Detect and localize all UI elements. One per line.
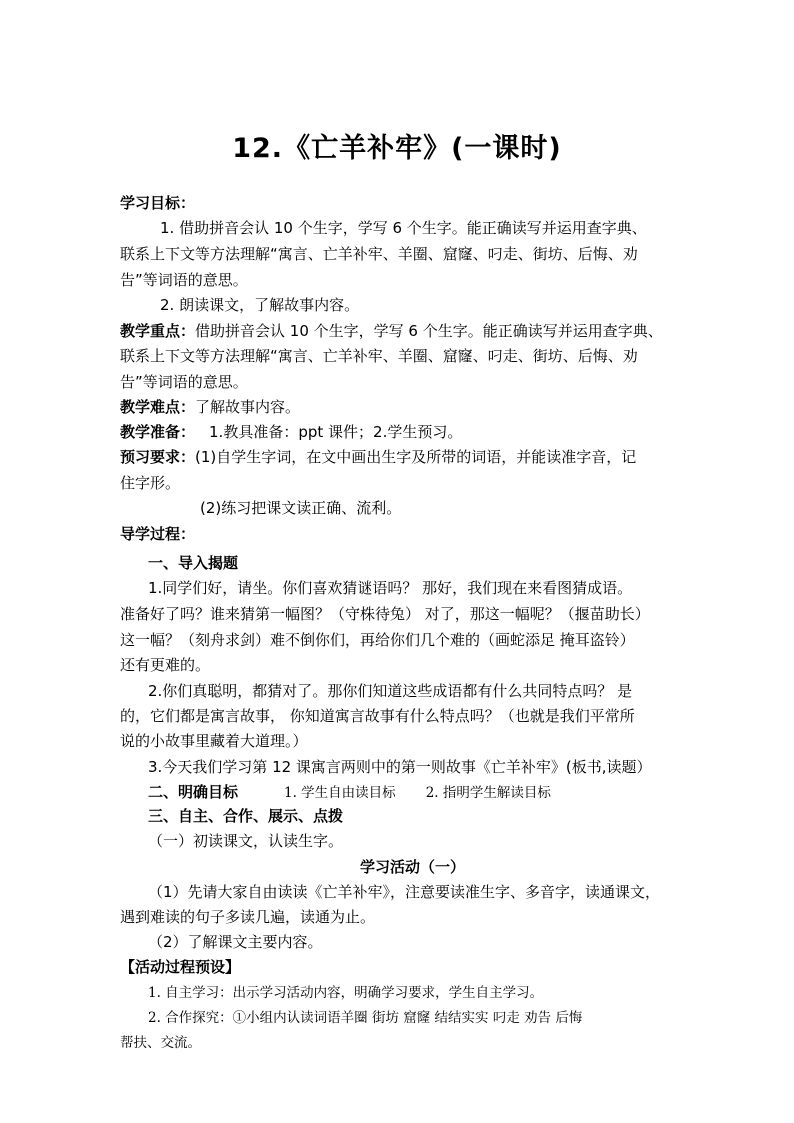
activity-1-line-1: （1）先请大家自由读读《亡羊补牢》，注意要读准生字、多音字，读通课文，: [148, 883, 661, 901]
process-heading: 导学过程：: [120, 525, 196, 543]
preparation-text: 1.教具准备：ppt 课件；2.学生预习。: [209, 423, 463, 441]
activity-1-line-2: 遇到难读的句子多读几遍，读通为止。: [120, 908, 376, 926]
p1-line-2: 准备好了吗？谁来猜第一幅图？（守株待兔） 对了，那这一幅呢？（揠苗助长）: [120, 605, 650, 623]
preparation-label: 教学准备：: [120, 423, 196, 441]
section-2-heading: 二、明确目标: [148, 783, 239, 801]
step-2-line-2: 帮扶、交流。: [120, 1035, 201, 1051]
key-points-line-3: 告”等词语的意思。: [120, 373, 248, 391]
p1-line-3: 这一幅？（刻舟求剑）难不倒你们，再给你们几个难的（画蛇添足 掩耳盗铃）: [120, 631, 635, 649]
difficulty-label: 教学难点：: [120, 398, 196, 416]
preview-line-3: (2)练习把课文读正确、流利。: [200, 499, 402, 517]
step-2-line-1: 2. 合作探究：①小组内认读词语羊圈 街坊 窟窿 结结实实 叼走 劝告 后悔: [148, 1010, 583, 1026]
p2-line-2: 的，它们都是寓言故事， 你知道寓言故事有什么特点吗？（也就是我们平常所: [120, 707, 635, 725]
activity-title: 学习活动（一）: [360, 858, 466, 876]
step-1: 1. 自主学习：出示学习活动内容，明确学习要求，学生自主学习。: [148, 985, 544, 1001]
objectives-heading: 学习目标：: [120, 194, 196, 212]
p2-line-3: 说的小故事里藏着大道理。）: [120, 732, 308, 750]
key-points-line-1: [120, 321, 663, 341]
goal-1: 1. 学生自由读目标: [284, 785, 396, 801]
preview-text-1: (1)自学生字词，在文中画出生字及所带的词语，并能读准字音，记: [195, 448, 637, 466]
section-3-heading: 三、自主、合作、展示、点拨: [148, 807, 344, 825]
difficulty-line: [120, 397, 300, 417]
preview-label: 预习要求：: [120, 448, 196, 466]
difficulty-text: 了解故事内容。: [195, 398, 301, 416]
section-2-line: [148, 782, 551, 803]
p1-line-1: 1.同学们好，请坐。你们喜欢猜谜语吗？ 那好，我们现在来看图猜成语。: [148, 579, 633, 597]
preset-heading: 【活动过程预设】: [120, 958, 241, 976]
preparation-line: [120, 422, 462, 442]
key-points-label: 教学重点：: [120, 322, 196, 340]
subsection-1: （一）初读课文，认读生字。: [148, 832, 344, 850]
activity-2: （2）了解课文主要内容。: [148, 933, 323, 951]
page-title: 12.《亡羊补牢》(一课时): [232, 133, 562, 164]
key-points-line-2: 联系上下文等方法理解“寓言、亡羊补牢、羊圈、窟窿、叼走、街坊、后悔、劝: [120, 347, 638, 365]
goal-2: 2. 指明学生解读目标: [425, 785, 551, 801]
objective-1-line-1: 1. 借助拼音会认 10 个生字，学写 6 个生字。能正确读写并运用查字典、: [160, 219, 647, 237]
preview-line-2: 住字形。: [120, 474, 181, 492]
preview-line-1: [120, 447, 636, 467]
p1-line-4: 还有更难的。: [120, 656, 211, 674]
section-1-heading: 一、导入揭题: [148, 554, 239, 572]
p3-line: 3.今天我们学习第 12 课寓言两则中的第一则故事《亡羊补牢》(板书,读题）: [148, 758, 652, 776]
p2-line-1: 2.你们真聪明，都猜对了。那你们知道这些成语都有什么共同特点吗？ 是: [148, 682, 633, 700]
objective-1-line-3: 告”等词语的意思。: [120, 271, 248, 289]
objective-1-line-2: 联系上下文等方法理解“寓言、亡羊补牢、羊圈、窟窿、叼走、街坊、后悔、劝: [120, 245, 638, 263]
key-points-text-1: 借助拼音会认 10 个生字，学写 6 个生字。能正确读写并运用查字典、: [195, 322, 663, 340]
objective-2: 2. 朗读课文，了解故事内容。: [160, 296, 360, 314]
